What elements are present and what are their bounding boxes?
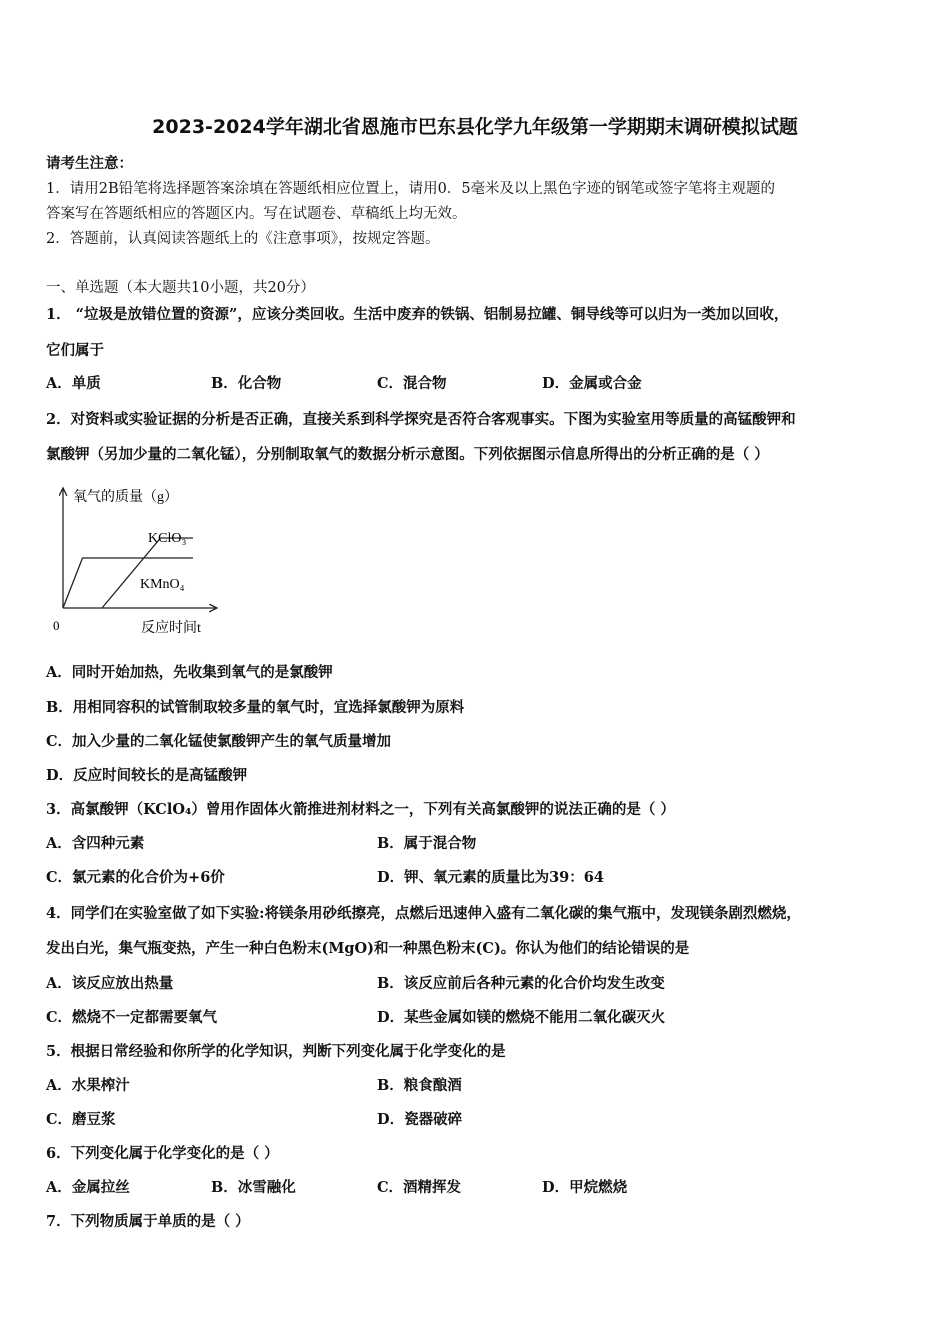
q3-option-b: B．属于混合物 bbox=[377, 835, 477, 852]
notice-line: 2．答题前，认真阅读答题纸上的《注意事项》，按规定答题。 bbox=[46, 231, 440, 247]
question-4-text: 发出白光，集气瓶变热，产生一种白色粉末(MgO)和一种黑色粉末(C)。你认为他们的结论错误的是 bbox=[46, 940, 690, 957]
notice-line: 1．请用2B铅笔将选择题答案涂填在答题纸相应位置上，请用0．5毫米及以上黑色字迹的钢笔或签字笔将主观题的 bbox=[46, 181, 776, 197]
q4-option-c: C．燃烧不一定都需要氧气 bbox=[46, 1009, 218, 1026]
question-3-text: 3．高氯酸钾（KClO₄）曾用作固体火箭推进剂材料之一，下列有关高氯酸钾的说法正确的是（ ） bbox=[46, 801, 675, 818]
question-1-text: 1． “垃圾是放错位置的资源”，应该分类回收。生活中废弃的铁锅、铝制易拉罐、铜导线等可以归为一类加以回收， bbox=[46, 306, 789, 323]
q2-option-d: D．反应时间较长的是高锰酸钾 bbox=[46, 767, 248, 784]
q3-option-c: C．氯元素的化合价为+6价 bbox=[46, 869, 225, 886]
series-label-kclo3: KClO₃ bbox=[148, 531, 187, 546]
series-line-kclo3 bbox=[102, 538, 193, 608]
q2-option-b: B．用相同容积的试管制取较多量的氧气时，宜选择氯酸钾为原料 bbox=[46, 699, 465, 716]
q5-option-b: B．粮食酿酒 bbox=[377, 1077, 462, 1094]
q1-option-a: A．单质 bbox=[46, 375, 101, 392]
q1-option-d: D．金属或合金 bbox=[542, 375, 642, 392]
q5-option-c: C．磨豆浆 bbox=[46, 1111, 116, 1128]
section-heading: 一、单选题（本大题共10小题，共20分） bbox=[46, 280, 315, 296]
q5-option-d: D．瓷器破碎 bbox=[377, 1111, 463, 1128]
oxygen-mass-chart bbox=[45, 480, 245, 640]
q4-option-a: A．该反应放出热量 bbox=[46, 975, 174, 992]
question-1-text: 它们属于 bbox=[46, 342, 104, 359]
page-title: 2023-2024学年湖北省恩施市巴东县化学九年级第一学期期末调研模拟试题 bbox=[152, 116, 798, 138]
question-6-text: 6．下列变化属于化学变化的是（ ） bbox=[46, 1145, 279, 1162]
question-5-text: 5．根据日常经验和你所学的化学知识，判断下列变化属于化学变化的是 bbox=[46, 1043, 506, 1060]
notice-heading: 请考生注意： bbox=[46, 155, 133, 172]
y-axis-label: 氧气的质量（g） bbox=[73, 490, 178, 505]
q4-option-d: D．某些金属如镁的燃烧不能用二氧化碳灭火 bbox=[377, 1009, 666, 1026]
question-7-text: 7．下列物质属于单质的是（ ） bbox=[46, 1213, 250, 1230]
q6-option-a: A．金属拉丝 bbox=[46, 1179, 130, 1196]
q6-option-d: D．甲烷燃烧 bbox=[542, 1179, 628, 1196]
q3-option-a: A．含四种元素 bbox=[46, 835, 145, 852]
series-label-kmno4: KMnO₄ bbox=[140, 577, 185, 592]
q2-option-c: C．加入少量的二氧化锰使氯酸钾产生的氧气质量增加 bbox=[46, 733, 392, 750]
q5-option-a: A．水果榨汁 bbox=[46, 1077, 130, 1094]
q4-option-b: B．该反应前后各种元素的化合价均发生改变 bbox=[377, 975, 665, 992]
question-2-text: 2．对资料或实验证据的分析是否正确，直接关系到科学探究是否符合客观事实。下图为实验室用等质量的高锰酸钾和 bbox=[46, 411, 796, 428]
q1-option-b: B．化合物 bbox=[211, 375, 282, 392]
notice-line: 答案写在答题纸相应的答题区内。写在试题卷、草稿纸上均无效。 bbox=[46, 206, 467, 222]
question-4-text: 4．同学们在实验室做了如下实验:将镁条用砂纸擦亮，点燃后迅速伸入盛有二氧化碳的集气瓶中，发现镁条剧烈燃烧， bbox=[46, 905, 801, 922]
q1-option-c: C．混合物 bbox=[377, 375, 447, 392]
q6-option-b: B．冰雪融化 bbox=[211, 1179, 296, 1196]
question-2-text: 氯酸钾（另加少量的二氧化锰），分别制取氧气的数据分析示意图。下列依据图示信息所得出的分析正确的是（ ） bbox=[46, 446, 769, 463]
q3-option-d: D．钾、氧元素的质量比为39：64 bbox=[377, 869, 604, 886]
origin-label: 0 bbox=[53, 618, 60, 633]
q2-option-a: A．同时开始加热，先收集到氧气的是氯酸钾 bbox=[46, 664, 333, 681]
q6-option-c: C．酒精挥发 bbox=[377, 1179, 462, 1196]
x-axis-label: 反应时间t bbox=[141, 621, 201, 636]
